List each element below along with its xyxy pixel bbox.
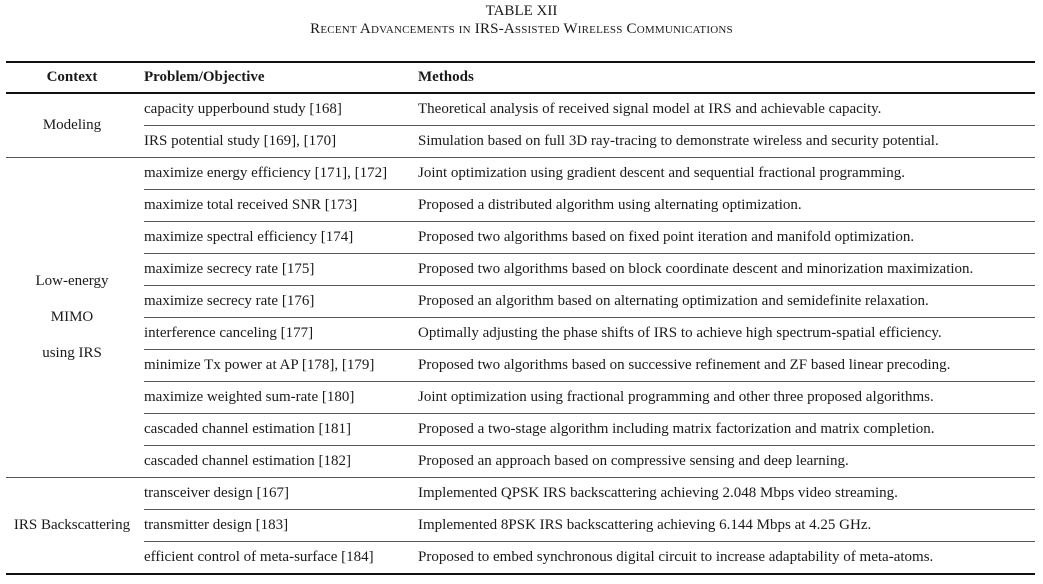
problem-cell: cascaded channel estimation [181] [144, 421, 351, 437]
method-cell: Theoretical analysis of received signal model at IRS and achievable capacity. [418, 101, 882, 117]
table-title: Recent Advancements in IRS-Assisted Wireless Communications [310, 21, 733, 37]
method-cell: Optimally adjusting the phase shifts of IRS to achieve high spectrum-spatial efficiency. [418, 325, 942, 341]
method-cell: Proposed a two-stage algorithm including matrix factorization and matrix completion. [418, 421, 935, 437]
method-cell: Proposed an approach based on compressive sensing and deep learning. [418, 453, 849, 469]
method-cell: Proposed to embed synchronous digital circuit to increase adaptability of meta-atoms. [418, 549, 934, 565]
problem-cell: maximize energy efficiency [171], [172] [144, 165, 388, 181]
method-cell: Proposed two algorithms based on block coordinate descent and minorization maximization. [418, 261, 974, 277]
method-cell: Proposed an algorithm based on alternating optimization and semidefinite relaxation. [418, 293, 929, 309]
method-cell: Implemented 8PSK IRS backscattering achieving 6.144 Mbps at 4.25 GHz. [418, 517, 872, 533]
problem-cell: transceiver design [167] [144, 485, 289, 501]
context-label: using IRS [42, 345, 102, 361]
problem-cell: minimize Tx power at AP [178], [179] [144, 357, 375, 373]
problem-cell: maximize secrecy rate [176] [144, 293, 315, 309]
method-cell: Proposed two algorithms based on fixed point iteration and manifold optimization. [418, 229, 915, 245]
method-cell: Joint optimization using gradient descent and sequential fractional programming. [418, 165, 905, 181]
context-label: Low-energy [35, 273, 109, 289]
method-cell: Proposed two algorithms based on successive refinement and ZF based linear precoding. [418, 357, 951, 373]
problem-cell: IRS potential study [169], [170] [144, 133, 337, 149]
header-context: Context [46, 69, 98, 85]
method-cell: Proposed a distributed algorithm using alternating optimization. [418, 197, 802, 213]
problem-cell: maximize weighted sum-rate [180] [144, 389, 355, 405]
problem-cell: transmitter design [183] [144, 517, 289, 533]
method-cell: Joint optimization using fractional programming and other three proposed algorithms. [418, 389, 934, 405]
context-label: Modeling [42, 117, 102, 133]
problem-cell: maximize total received SNR [173] [144, 197, 358, 213]
problem-cell: interference canceling [177] [144, 325, 314, 341]
context-label: IRS Backscattering [13, 517, 131, 533]
problem-cell: cascaded channel estimation [182] [144, 453, 351, 469]
problem-cell: capacity upperbound study [168] [144, 101, 342, 117]
header-methods: Methods [418, 69, 474, 85]
method-cell: Simulation based on full 3D ray-tracing to demonstrate wireless and security potential. [418, 133, 939, 149]
problem-cell: maximize spectral efficiency [174] [144, 229, 354, 245]
table-number: TABLE XII [485, 3, 558, 19]
header-problem: Problem/Objective [144, 69, 265, 85]
problem-cell: efficient control of meta-surface [184] [144, 549, 374, 565]
context-label: MIMO [50, 309, 94, 325]
bottom-rule [6, 573, 1035, 575]
problem-cell: maximize secrecy rate [175] [144, 261, 315, 277]
method-cell: Implemented QPSK IRS backscattering achieving 2.048 Mbps video streaming. [418, 485, 898, 501]
